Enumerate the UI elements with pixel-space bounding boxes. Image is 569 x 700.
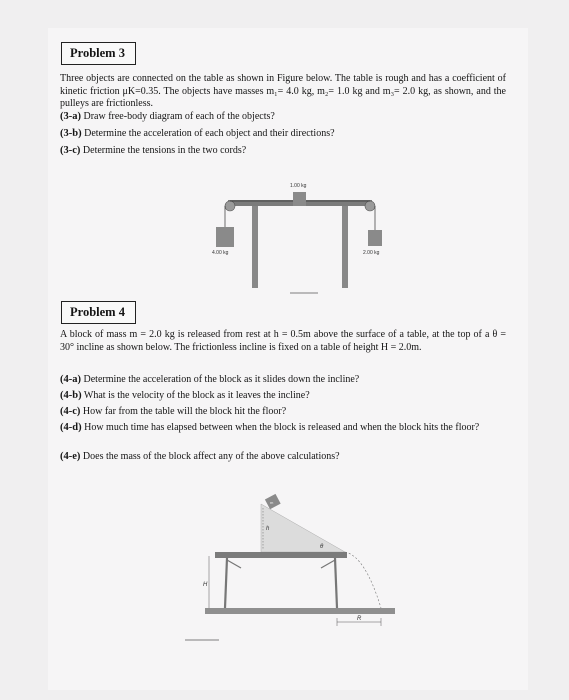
label-m: m — [270, 500, 274, 505]
question-tag: (4-d) — [60, 422, 82, 433]
incline-wedge — [261, 504, 345, 552]
question-3a — [60, 111, 506, 124]
projectile-path — [345, 552, 381, 608]
question-4d — [60, 422, 506, 435]
floor — [205, 608, 395, 614]
label-h: h — [266, 526, 270, 532]
question-text: Determine the acceleration of each object and their directions? — [84, 128, 335, 139]
question-text: What is the velocity of the block as it leaves the incline? — [83, 390, 310, 401]
question-3c — [60, 145, 506, 158]
table-top — [215, 552, 347, 558]
question-4e — [60, 451, 506, 464]
block-m2 — [293, 192, 306, 206]
question-tag: (4-e) — [60, 451, 81, 462]
left-pulley — [225, 201, 235, 211]
label-m1: 4.00 kg — [212, 250, 229, 256]
question-4a — [60, 374, 506, 387]
question-text: Determine the tensions in the two cords? — [82, 145, 247, 156]
pulley-table-figure — [200, 172, 400, 300]
block-m3 — [368, 230, 382, 246]
label-H: H — [203, 582, 208, 588]
question-text: How far from the table will the block hit the floor? — [82, 406, 287, 417]
question-3b — [60, 128, 506, 141]
problem-4-heading: Problem 4 — [61, 301, 136, 324]
table-leg-left — [225, 558, 227, 608]
table-brace-left — [227, 560, 241, 568]
question-text: Draw free-body diagram of each of the objects? — [83, 111, 275, 122]
question-text: How much time has elapsed between when the block is released and when the block hits the floor? — [84, 422, 480, 433]
problem-3-intro: Three objects are connected on the table as shown in Figure below. The table is rough and has a coefficient of kinetic friction μK=0.35. The objects have masses m₁= 4.0 kg, m₂= 1.0 kg and m₃= 2.0 kg, as shown, and the pulleys are frictionless. — [60, 73, 506, 109]
label-R: R — [357, 616, 362, 622]
question-text: Does the mass of the block affect any of the above calculations? — [82, 451, 340, 462]
question-4c — [60, 406, 506, 419]
question-4b — [60, 390, 506, 403]
label-theta: θ — [320, 544, 324, 550]
question-tag: (4-c) — [60, 406, 81, 417]
table-brace-right — [321, 560, 335, 568]
problem-4-intro: A block of mass m = 2.0 kg is released from rest at h = 0.5m above the surface of a table, at the top of a θ = 30° incline as shown below. The frictionless incline is fixed on a table of height H = 2.0m. — [60, 329, 506, 353]
label-m2: 1.00 kg — [290, 183, 307, 189]
right-pulley — [365, 201, 375, 211]
problem-3-heading: Problem 3 — [61, 42, 136, 65]
table-leg-right — [342, 206, 348, 288]
table-leg-right — [335, 558, 337, 608]
question-tag: (4-b) — [60, 390, 82, 401]
incline-table-figure — [185, 490, 415, 650]
label-m3: 2.00 kg — [363, 250, 380, 256]
question-tag: (3-a) — [60, 111, 81, 122]
block-m1 — [216, 227, 234, 247]
table-leg-left — [252, 206, 258, 288]
question-tag: (3-b) — [60, 128, 82, 139]
question-tag: (4-a) — [60, 374, 81, 385]
question-tag: (3-c) — [60, 145, 81, 156]
question-text: Determine the acceleration of the block as it slides down the incline? — [83, 374, 360, 385]
